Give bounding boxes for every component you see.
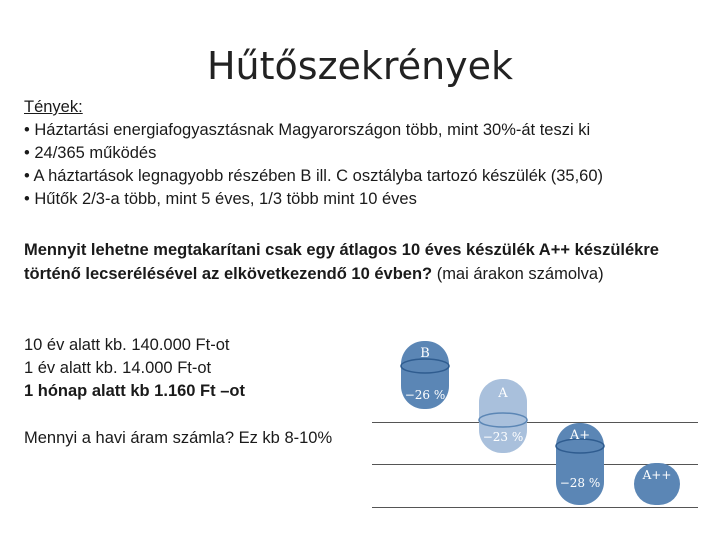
page-title: Hűtőszekrények [206, 44, 514, 88]
energy-class-label: A [498, 386, 508, 401]
energy-class-pill [633, 462, 681, 506]
energy-class-label: B [420, 346, 430, 361]
energy-class-pill [400, 340, 450, 410]
fact-item: • Háztartási energiafogyasztásnak Magyarországon több, mint 30%-át teszi ki [24, 121, 591, 139]
savings-1-year: 1 év alatt kb. 14.000 Ft-ot [24, 359, 212, 377]
fact-item: • A háztartások legnagyobb részében B ill. C osztályba tartozó készülék (35,60) [24, 167, 604, 185]
energy-class-label: A+ [569, 428, 591, 443]
energy-saving-value: −23 % [482, 430, 524, 444]
savings-answer [24, 334, 245, 403]
divider-line [372, 422, 698, 423]
fact-item: • 24/365 működés [24, 144, 157, 162]
question-bold-text: Mennyit lehetne megtakarítani csak egy átlagos 10 éves készülék A++ készülékre történő lecserélésével az elkövetkezendő 10 évben? [24, 241, 659, 283]
energy-saving-value: −28 % [559, 476, 601, 490]
savings-10-years: 10 év alatt kb. 140.000 Ft-ot [24, 336, 230, 354]
monthly-bill-text: Mennyi a havi áram számla? Ez kb 8-10% [24, 429, 333, 447]
fact-item: • Hűtők 2/3-a több, mint 5 éves, 1/3 több mint 10 éves [24, 190, 417, 208]
energy-class-pill [555, 422, 605, 506]
energy-saving-value: −26 % [404, 388, 446, 402]
savings-question [24, 238, 664, 286]
energy-class-pill [478, 378, 528, 454]
facts-heading: Tények: [24, 98, 83, 116]
facts-section [24, 96, 603, 211]
savings-1-month: 1 hónap alatt kb 1.160 Ft –ot [24, 382, 245, 400]
question-normal-text: (mai árakon számolva) [432, 265, 604, 283]
divider-line [372, 507, 698, 508]
energy-class-label: A++ [642, 468, 672, 482]
